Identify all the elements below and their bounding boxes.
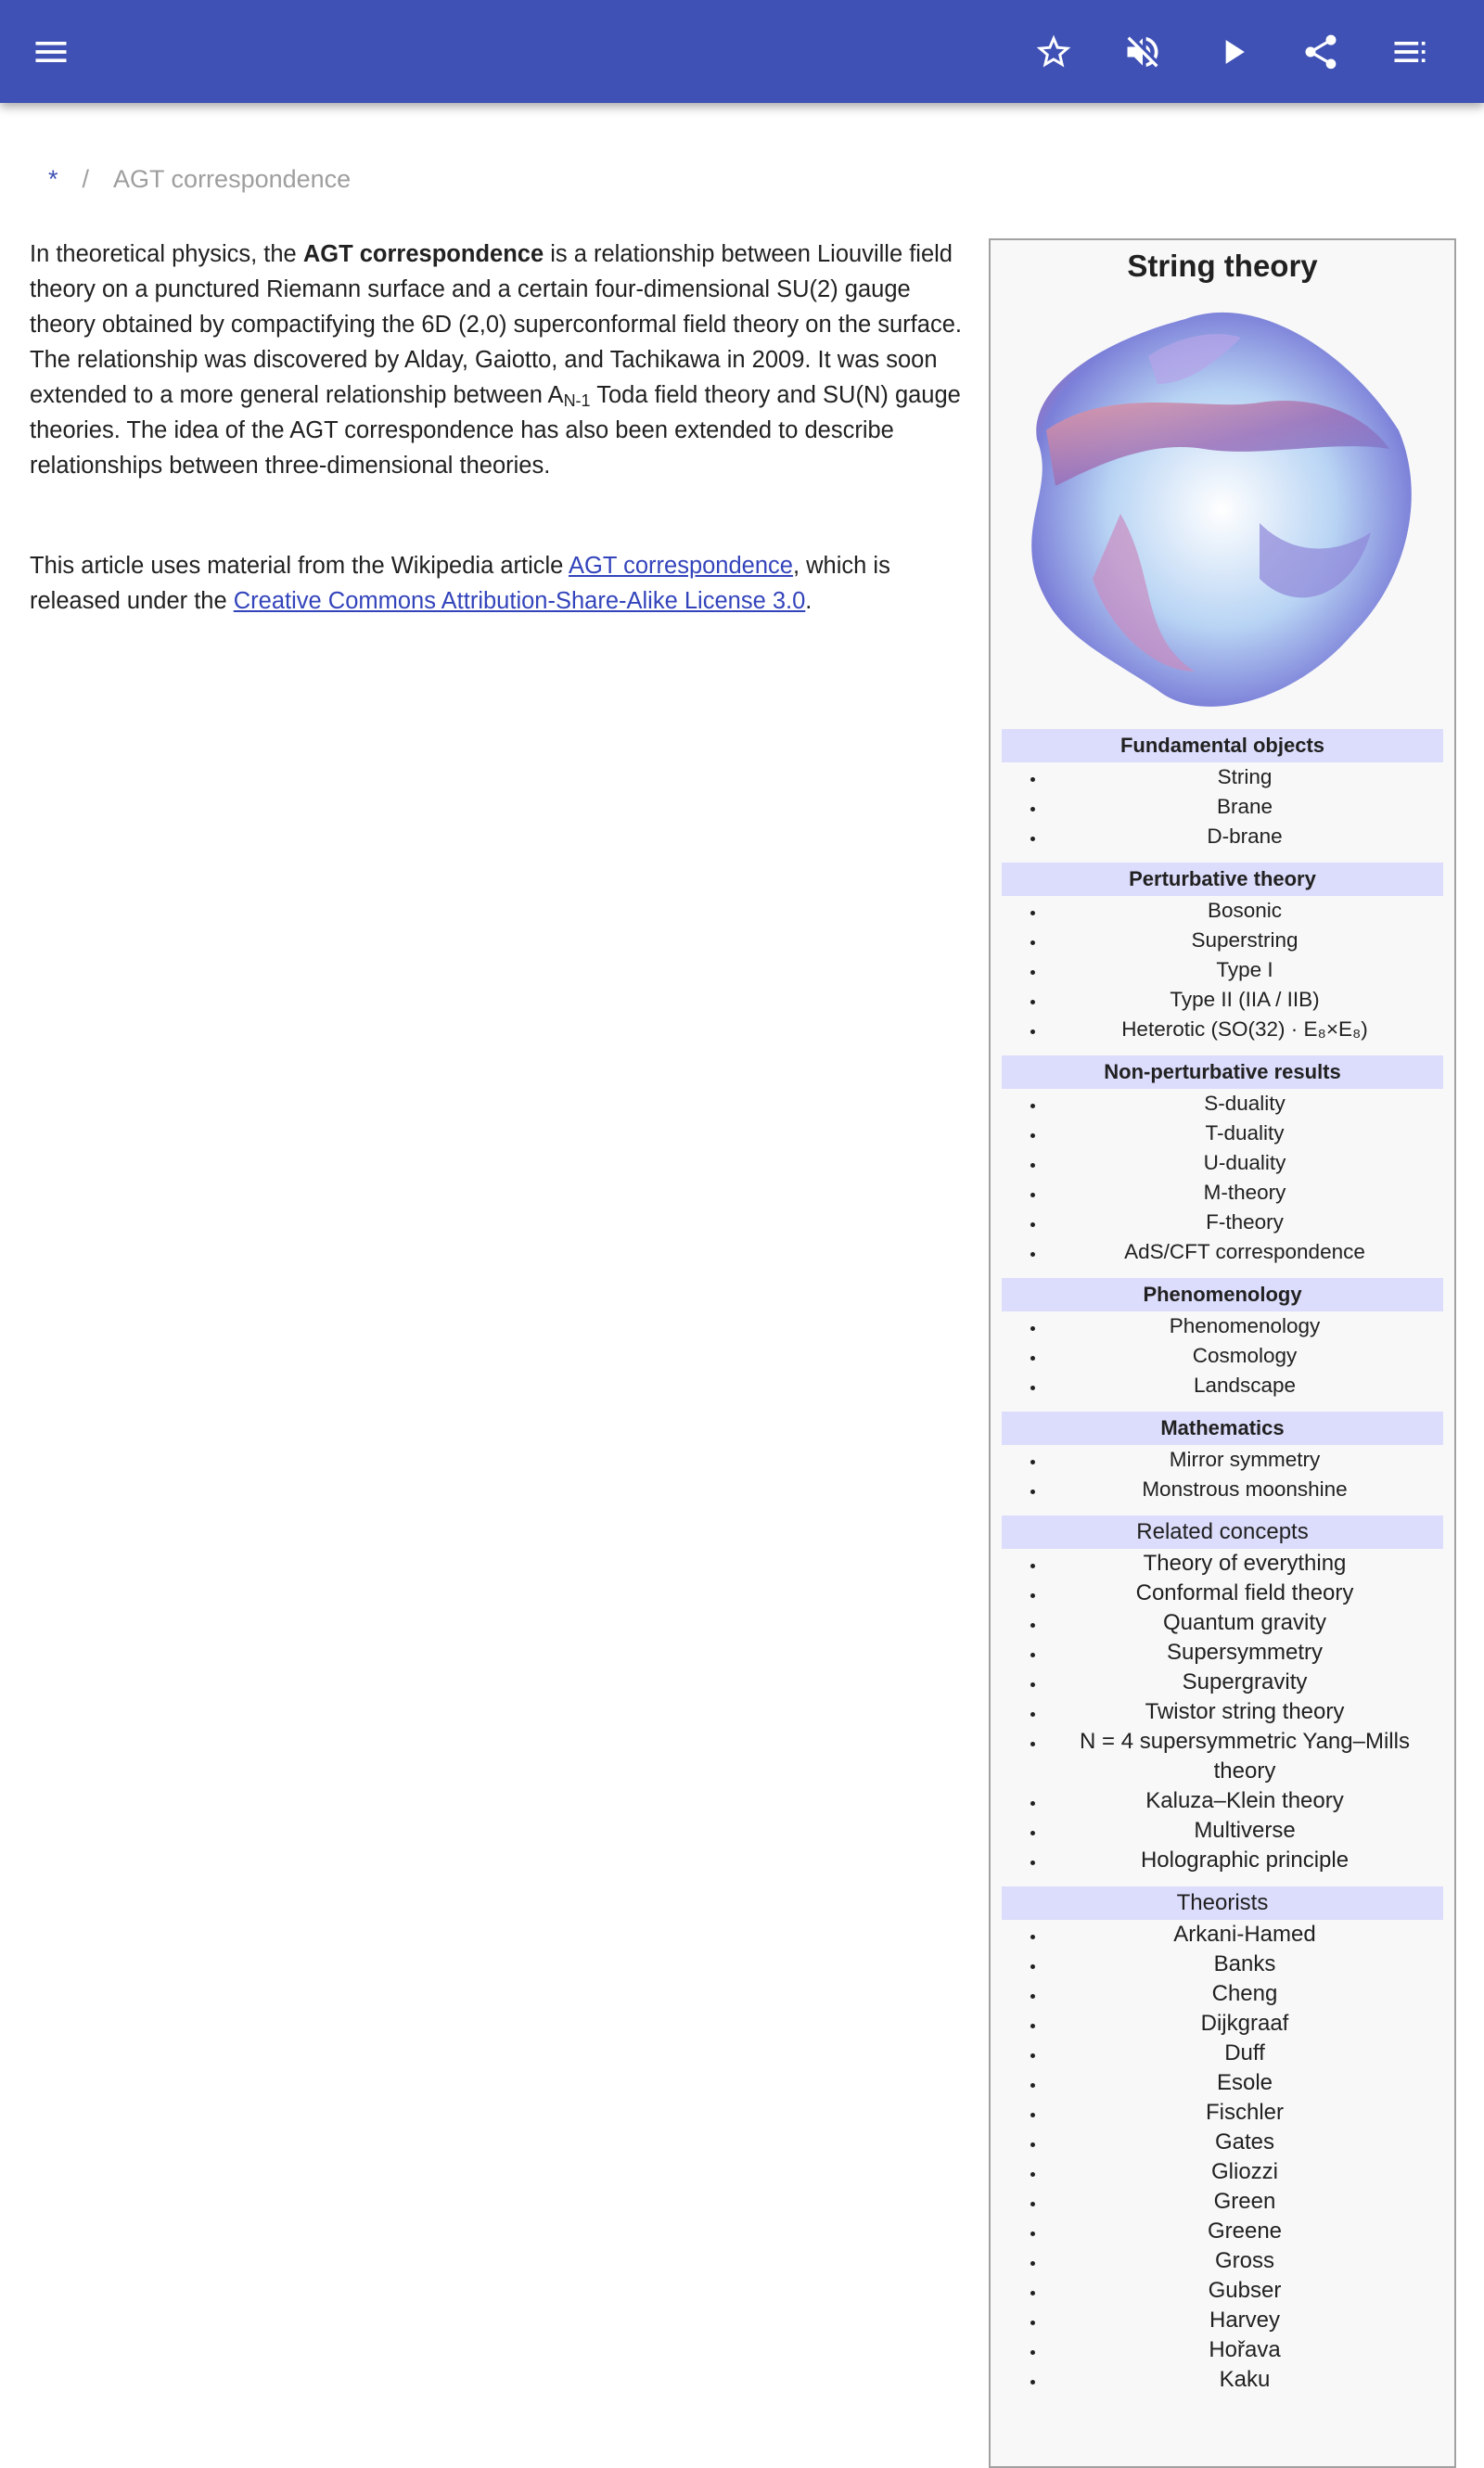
share-icon <box>1300 32 1341 72</box>
section-header: Theorists <box>1002 1886 1443 1920</box>
list-item-link[interactable]: • Bosonic <box>1046 896 1454 926</box>
list-item-link[interactable]: • Green <box>1046 2187 1454 2217</box>
section-header: Mathematics <box>1002 1412 1443 1445</box>
list-item-link[interactable]: • U-duality <box>1046 1148 1454 1178</box>
list-item-link[interactable]: • D-brane <box>1046 822 1454 851</box>
list-item-link[interactable]: • Gubser <box>1046 2276 1454 2306</box>
app-bar <box>0 0 1484 103</box>
list-item-link[interactable]: • Conformal field theory <box>1046 1579 1454 1608</box>
list-item-link[interactable]: • Brane <box>1046 792 1454 822</box>
section-list <box>991 896 1454 1044</box>
subscript: N-1 <box>563 391 591 410</box>
infobox-sections <box>991 729 1454 2395</box>
playlist-icon <box>1389 32 1430 72</box>
breadcrumb-current: AGT correspondence <box>113 165 352 193</box>
section-list <box>991 1549 1454 1875</box>
attribution-paragraph <box>30 548 966 619</box>
menu-button[interactable] <box>28 29 74 75</box>
mute-button[interactable] <box>1119 29 1166 75</box>
list-item-link[interactable]: • Multiverse <box>1046 1816 1454 1846</box>
infobox <box>989 238 1456 2468</box>
list-item-link[interactable]: • Supersymmetry <box>1046 1638 1454 1668</box>
list-item-link[interactable]: • Type II (IIA / IIB) <box>1046 985 1454 1015</box>
section-list <box>991 1920 1454 2395</box>
infobox-title: String theory <box>1127 249 1318 283</box>
list-item-link[interactable]: • Esole <box>1046 2068 1454 2098</box>
text: In theoretical physics, the <box>30 241 303 267</box>
section-header: Related concepts <box>1002 1515 1443 1549</box>
list-item-link[interactable]: • Gross <box>1046 2246 1454 2276</box>
list-item-link[interactable]: • N = 4 supersymmetric Yang–Mills theory <box>1046 1727 1454 1786</box>
wikipedia-article-link[interactable]: AGT correspondence <box>569 553 793 579</box>
intro-paragraph <box>30 237 966 483</box>
list-item-link[interactable]: • Heterotic (SO(32) · E₈×E₈) <box>1046 1015 1454 1044</box>
list-item-link[interactable]: • Greene <box>1046 2217 1454 2246</box>
contents-button[interactable] <box>1387 29 1433 75</box>
section-header: Perturbative theory <box>1002 863 1443 896</box>
mute-icon <box>1122 32 1163 72</box>
text: Toda field theory and SU(N) gauge theories. The idea of the AGT correspondence has also been extended to describe relationships between three-dimensional theories. <box>30 382 961 479</box>
list-item-link[interactable]: • Duff <box>1046 2039 1454 2068</box>
list-item-link[interactable]: • Theory of everything <box>1046 1549 1454 1579</box>
text: , which is released under the <box>30 553 890 614</box>
list-item-link[interactable]: • Banks <box>1046 1950 1454 1979</box>
text: is a relationship between Liouville field theory on a punctured Riemann surface and a certain four-dimensional SU(2) gauge theory obtained by compactifying the 6D (2,0) superconformal field theory on the surface. The relationship was discovered by Alday, Gaiotto, and Tachikawa in 2009. It was soon extended to a more general relationship between A <box>30 241 962 408</box>
text: This article uses material from the Wikipedia article <box>30 553 569 579</box>
section-header: Non-perturbative results <box>1002 1055 1443 1089</box>
section-list <box>991 1311 1454 1400</box>
section-list <box>991 1089 1454 1267</box>
breadcrumb-home-link[interactable]: * <box>48 165 58 193</box>
breadcrumb <box>48 165 351 194</box>
list-item-link[interactable]: • Fischler <box>1046 2098 1454 2128</box>
breadcrumb-separator: / <box>82 165 90 193</box>
section-list <box>991 1445 1454 1504</box>
list-item-link[interactable]: • F-theory <box>1046 1208 1454 1237</box>
play-button[interactable] <box>1209 29 1256 75</box>
list-item-link[interactable]: • Harvey <box>1046 2306 1454 2335</box>
list-item-link[interactable]: • Landscape <box>1046 1371 1454 1400</box>
list-item-link[interactable]: • Holographic principle <box>1046 1846 1454 1875</box>
share-button[interactable] <box>1298 29 1344 75</box>
list-item-link[interactable]: • Dijkgraaf <box>1046 2009 1454 2039</box>
list-item-link[interactable]: • Gates <box>1046 2128 1454 2157</box>
article-subject: AGT correspondence <box>302 241 544 267</box>
list-item-link[interactable]: • Type I <box>1046 955 1454 985</box>
section-header: Fundamental objects <box>1002 729 1443 762</box>
section-header: Phenomenology <box>1002 1278 1443 1311</box>
list-item-link[interactable]: • String <box>1046 762 1454 792</box>
list-item-link[interactable]: • Phenomenology <box>1046 1311 1454 1341</box>
article-body <box>30 237 966 684</box>
list-item-link[interactable]: • M-theory <box>1046 1178 1454 1208</box>
license-link[interactable]: Creative Commons Attribution-Share-Alike License 3.0 <box>233 588 806 614</box>
text: . <box>805 588 812 614</box>
list-item-link[interactable]: • T-duality <box>1046 1119 1454 1148</box>
play-icon <box>1212 32 1253 72</box>
list-item-link[interactable]: • Hořava <box>1046 2335 1454 2365</box>
list-item-link[interactable]: • Cosmology <box>1046 1341 1454 1371</box>
calabi-yau-image <box>1018 301 1426 718</box>
list-item-link[interactable]: • Kaluza–Klein theory <box>1046 1786 1454 1816</box>
section-list <box>991 762 1454 851</box>
star-icon <box>1033 32 1074 72</box>
list-item-link[interactable]: • Kaku <box>1046 2365 1454 2395</box>
list-item-link[interactable]: • Twistor string theory <box>1046 1697 1454 1727</box>
bookmark-button[interactable] <box>1030 29 1077 75</box>
list-item-link[interactable]: • Mirror symmetry <box>1046 1445 1454 1475</box>
menu-icon <box>31 32 71 72</box>
list-item-link[interactable]: • Supergravity <box>1046 1668 1454 1697</box>
list-item-link[interactable]: • Superstring <box>1046 926 1454 955</box>
list-item-link[interactable]: • Arkani-Hamed <box>1046 1920 1454 1950</box>
list-item-link[interactable]: • Monstrous moonshine <box>1046 1475 1454 1504</box>
list-item-link[interactable]: • Cheng <box>1046 1979 1454 2009</box>
list-item-link[interactable]: • Gliozzi <box>1046 2157 1454 2187</box>
list-item-link[interactable]: • Quantum gravity <box>1046 1608 1454 1638</box>
list-item-link[interactable]: • AdS/CFT correspondence <box>1046 1237 1454 1267</box>
list-item-link[interactable]: • S-duality <box>1046 1089 1454 1119</box>
